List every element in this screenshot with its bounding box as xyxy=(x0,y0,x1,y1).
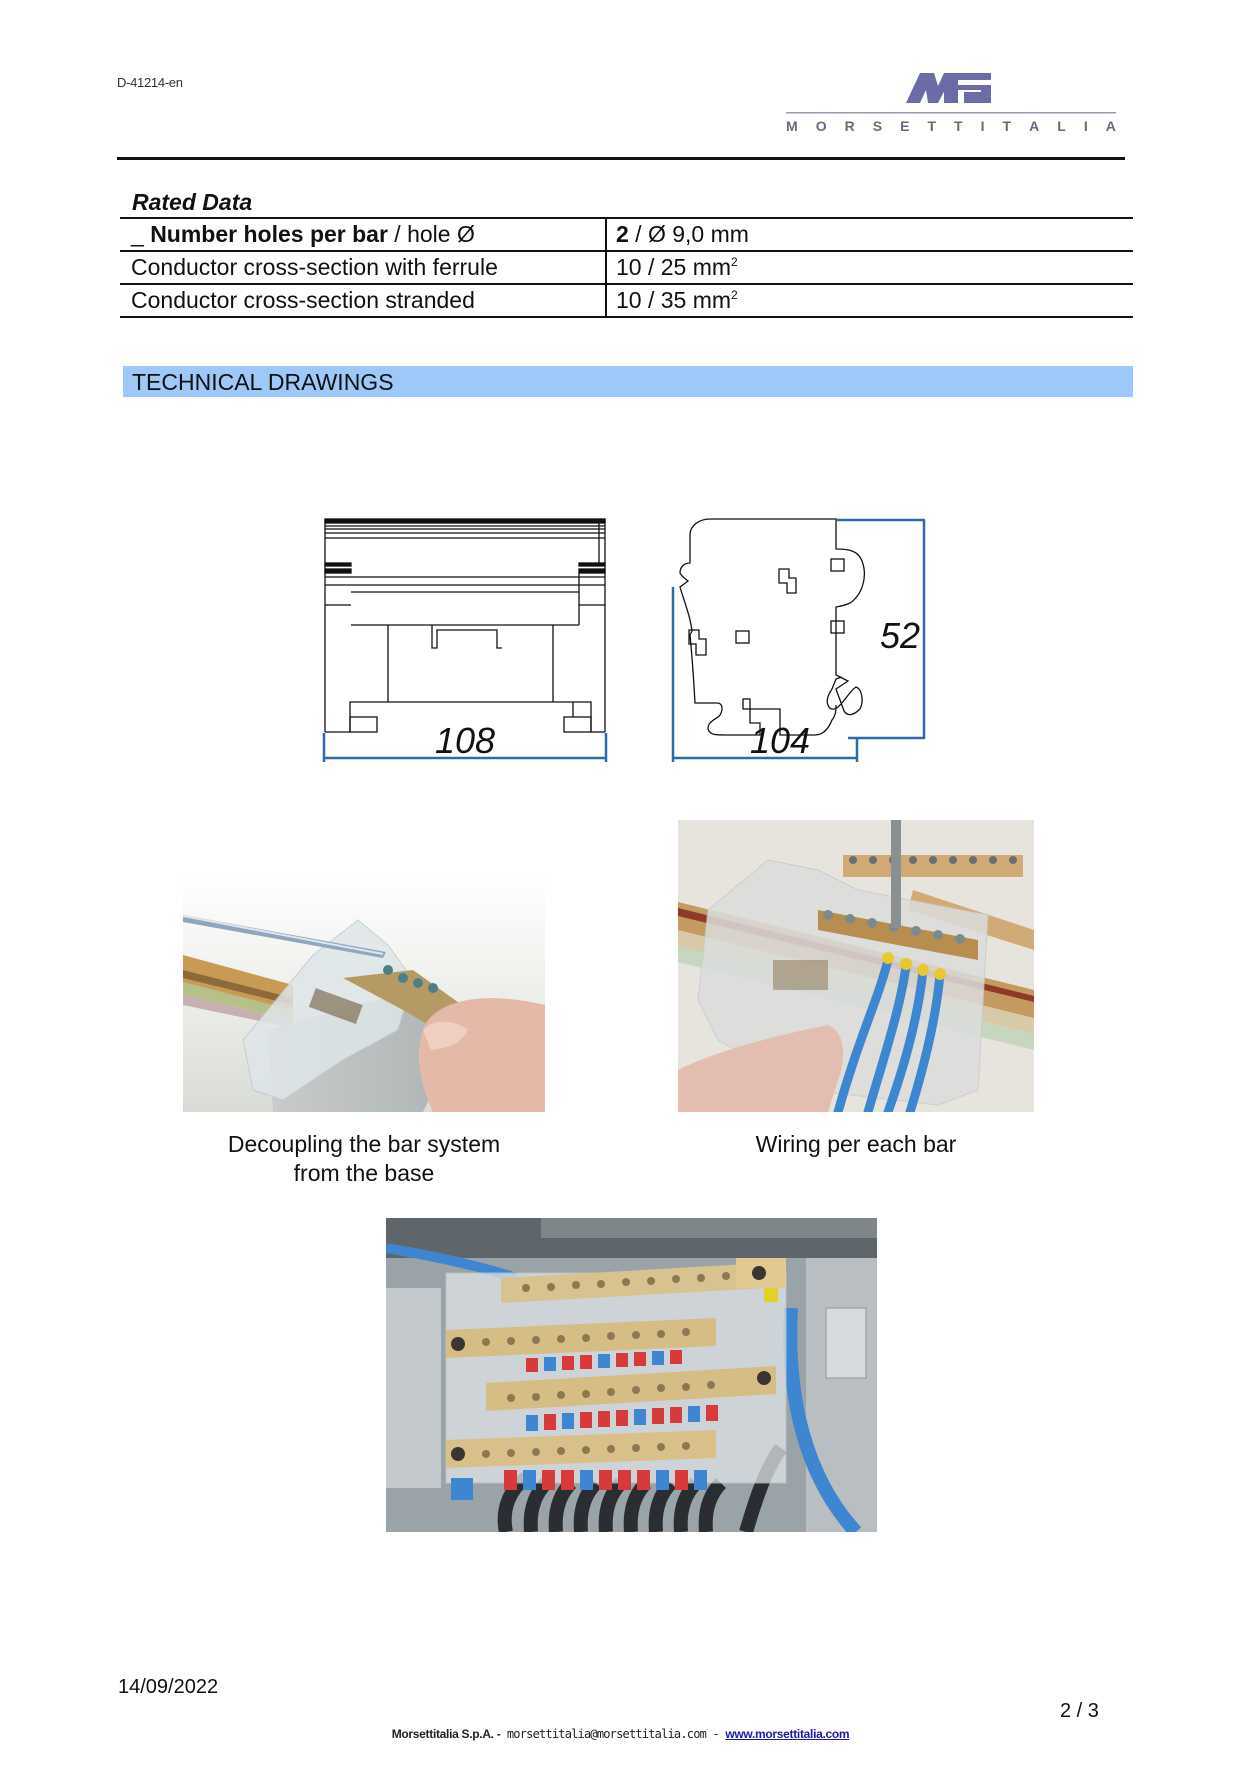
logo-letter: L xyxy=(1057,118,1066,134)
logo-letter: M xyxy=(786,118,798,134)
photo-wiring xyxy=(678,820,1034,1112)
value-bold: 2 xyxy=(616,221,629,247)
header-divider xyxy=(117,157,1125,160)
technical-drawings-header xyxy=(123,366,1133,397)
front-view-drawing xyxy=(320,505,610,765)
photo-installed-block xyxy=(386,1218,877,1532)
height-dimension-label: 52 xyxy=(879,615,921,656)
width-dimension-label: 104 xyxy=(749,720,811,761)
value-superscript: 2 xyxy=(731,288,738,302)
logo-letter: T xyxy=(954,118,963,134)
value-rest: / Ø 9,0 mm xyxy=(628,221,749,247)
rated-data-title: Rated Data xyxy=(132,189,253,215)
table-cell-value xyxy=(606,218,1133,251)
logo-letter: A xyxy=(1029,118,1040,134)
label-bold: Number holes per bar xyxy=(150,221,388,247)
company-name: Morsettitalia S.p.A. - xyxy=(391,1727,501,1741)
label-rest: / hole Ø xyxy=(387,221,475,247)
logo-letter: S xyxy=(872,118,883,134)
caption-decoupling xyxy=(183,1130,545,1188)
caption-line: Decoupling the bar system xyxy=(227,1131,501,1157)
caption-wiring: Wiring per each bar xyxy=(755,1131,957,1157)
table-cell-label: Conductor cross-section stranded xyxy=(120,284,606,317)
photo-decoupling xyxy=(183,870,545,1112)
label-prefix: _ xyxy=(131,221,151,247)
company-email[interactable]: morsettitalia@morsettitalia.com - xyxy=(500,1727,726,1741)
logo-letter: A xyxy=(1105,118,1116,134)
table-cell-value xyxy=(606,251,1133,284)
section-title: TECHNICAL DRAWINGS xyxy=(132,369,394,395)
company-website-link[interactable]: www.morsettitalia.com xyxy=(725,1727,850,1741)
table-row xyxy=(120,251,1133,284)
side-view-drawing xyxy=(650,505,930,765)
logo-letter: I xyxy=(1083,118,1088,134)
value-superscript: 2 xyxy=(731,255,738,269)
document-date: 14/09/2022 xyxy=(118,1676,219,1698)
logo-letter: T xyxy=(927,118,937,134)
table-row xyxy=(120,218,1133,251)
logo-letter: R xyxy=(844,118,855,134)
footer-contact xyxy=(0,1727,1241,1741)
table-row xyxy=(120,284,1133,317)
table-cell-label xyxy=(120,218,606,251)
value-text: 10 / 35 mm xyxy=(616,287,732,313)
logo-wordmark xyxy=(786,118,1116,134)
logo-letter: O xyxy=(815,118,827,134)
document-code: D-41214-en xyxy=(117,75,183,90)
width-dimension-label: 108 xyxy=(434,720,496,761)
logo-letter: I xyxy=(980,118,985,134)
caption-line: from the base xyxy=(293,1160,435,1186)
logo-letter: T xyxy=(1002,118,1012,134)
logo-letter: E xyxy=(900,118,910,134)
page-number: 2 / 3 xyxy=(1060,1700,1099,1722)
table-cell-label: Conductor cross-section with ferrule xyxy=(120,251,606,284)
value-text: 10 / 25 mm xyxy=(616,254,732,280)
table-cell-value xyxy=(606,284,1133,317)
rated-data-table xyxy=(120,217,1133,318)
